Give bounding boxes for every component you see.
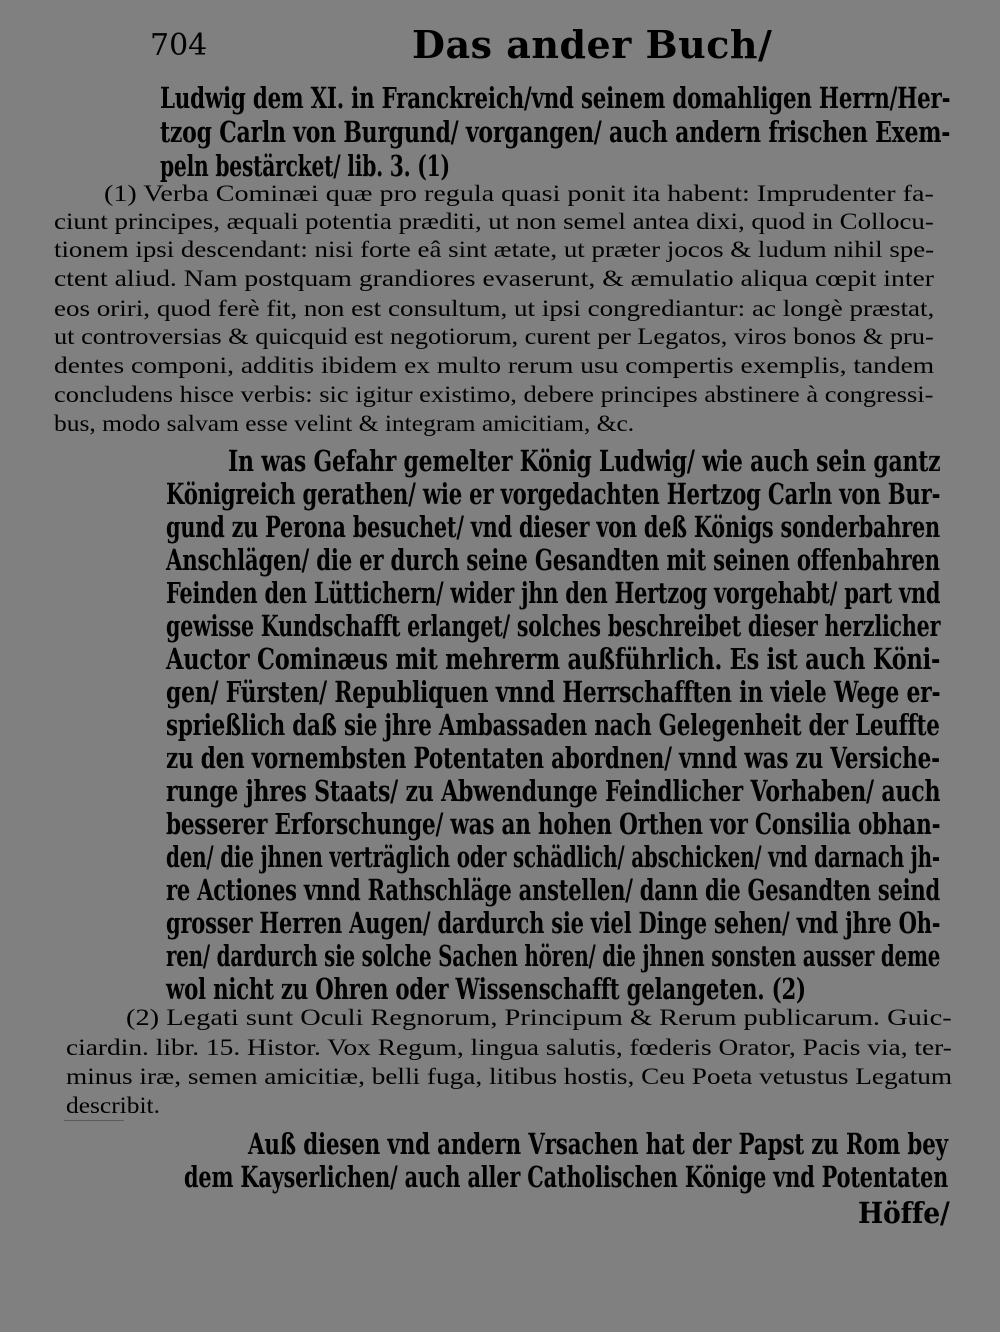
paragraph-2-line: grosser Herren Augen/ dardurch sie viel Dinge sehen/ vnd jhre Oh- <box>166 906 941 940</box>
paragraph-1-line: peln bestärcket/ lib. 3. (1) <box>160 149 450 183</box>
footnote-1-line: ciunt principes, æquali potentia præditi, ut non semel antea dixi, quod in Collocu- <box>54 209 934 234</box>
paragraph-2-line: runge jhres Staats/ zu Abwendunge Feindlicher Vorhaben/ auch <box>166 774 941 808</box>
paragraph-2-line: In was Gefahr gemelter König Ludwig/ wie auch sein gantz <box>228 444 941 478</box>
paragraph-2-line: Feinden den Lüttichern/ wider jhn den Hertzog vorgehabt/ part vnd <box>166 576 941 610</box>
paragraph-2-line: gund zu Perona besuchet/ vnd dieser von deß Königs sonderbahren <box>166 510 940 544</box>
paragraph-2-line: Anschlägen/ die er durch seine Gesandten mit seinen offenbahren <box>166 543 940 577</box>
footnote-rule <box>64 1120 124 1121</box>
paragraph-2-line: re Actiones vnnd Rathschläge anstellen/ dann die Gesandten seind <box>166 873 940 907</box>
footnote-2-line: (2) Legati sunt Oculi Regnorum, Principum & Rerum publicarum. Guic- <box>126 1005 952 1030</box>
footnote-1-line: concludens hisce verbis: sic igitur existimo, debere principes abstinere à congressi- <box>54 382 934 407</box>
paragraph-2-line: gewisse Kundschafft erlanget/ solches beschreibet dieser herzlicher <box>166 609 941 643</box>
footnote-1-line: bus, modo salvam esse velint & integram amicitiam, &c. <box>54 411 635 436</box>
footnote-1-line: dentes componi, additis ibidem ex multo rerum usu compertis exemplis, tandem <box>54 353 935 378</box>
paragraph-2-line: zu den vornembsten Potentaten abordnen/ vnnd was zu Versiche- <box>166 741 940 775</box>
footnote-1-line: ut controversias & quicquid est negotiorum, curent per Legatos, viros bonos & pru- <box>54 324 934 349</box>
paragraph-2-line: wol nicht zu Ohren oder Wissenschafft gelangeten. (2) <box>166 972 806 1006</box>
paragraph-2-line: Auctor Cominæus mit mehrerm außführlich. Es ist auch Köni- <box>166 642 941 676</box>
paragraph-1-line: Ludwig dem XI. in Franckreich/vnd seinem domahligen Herrn/Her- <box>160 81 951 115</box>
footnote-1-line: ctent aliud. Nam postquam grandiores evaserunt, & æmulatio aliqua cœpit inter <box>54 266 934 291</box>
footnote-1-line: eos oriri, quod ferè fit, non est consultum, ut ipsi congrediantur: ac longè præstat, <box>54 296 935 321</box>
footnote-1-line: (1) Verba Cominæi quæ pro regula quasi ponit ita habent: Imprudenter fa- <box>104 181 934 206</box>
footnote-1-line: tionem ipsi descendant: nisi forte eâ sint ætate, ut præter jocos & ludum nihil spe- <box>54 237 935 262</box>
paragraph-2-line: ren/ dardurch sie solche Sachen hören/ die jhnen sonsten ausser deme <box>166 939 941 973</box>
page-header <box>150 22 850 72</box>
paragraph-2-line: besserer Erforschunge/ was an hohen Orthen vor Consilia obhan- <box>166 807 941 841</box>
paragraph-2-line: den/ die jhnen verträglich oder schädlich/ abschicken/ vnd darnach jh- <box>166 840 940 874</box>
paragraph-3-line: dem Kayserlichen/ auch aller Catholischen Könige vnd Potentaten <box>184 1160 949 1194</box>
paragraph-2-line: sprießlich daß sie jhre Ambassaden nach Gelegenheit der Leuffte <box>166 708 940 742</box>
footnote-2-line: ciardin. libr. 15. Histor. Vox Regum, lingua salutis, fœderis Orator, Pacis via, ter- <box>66 1035 952 1060</box>
paragraph-3-line: Auß diesen vnd andern Vrsachen hat der Papst zu Rom bey <box>248 1127 948 1161</box>
running-title: Das ander Buch/ <box>412 22 773 67</box>
paragraph-3-line: Höffe/ <box>858 1196 950 1230</box>
paragraph-2-line: Königreich gerathen/ wie er vorgedachten Hertzog Carln von Bur- <box>166 477 941 511</box>
footnote-2-line: minus iræ, semen amicitiæ, belli fuga, litibus hostis, Ceu Poeta vetustus Legatum <box>66 1064 953 1089</box>
paragraph-1-line: tzog Carln von Burgund/ vorgangen/ auch andern frischen Exem- <box>160 115 951 149</box>
page-number: 704 <box>150 28 208 63</box>
paragraph-2-line: gen/ Fürsten/ Republiquen vnnd Herrschafften in viele Wege er- <box>166 675 941 709</box>
footnote-2-line: describit. <box>66 1093 160 1118</box>
